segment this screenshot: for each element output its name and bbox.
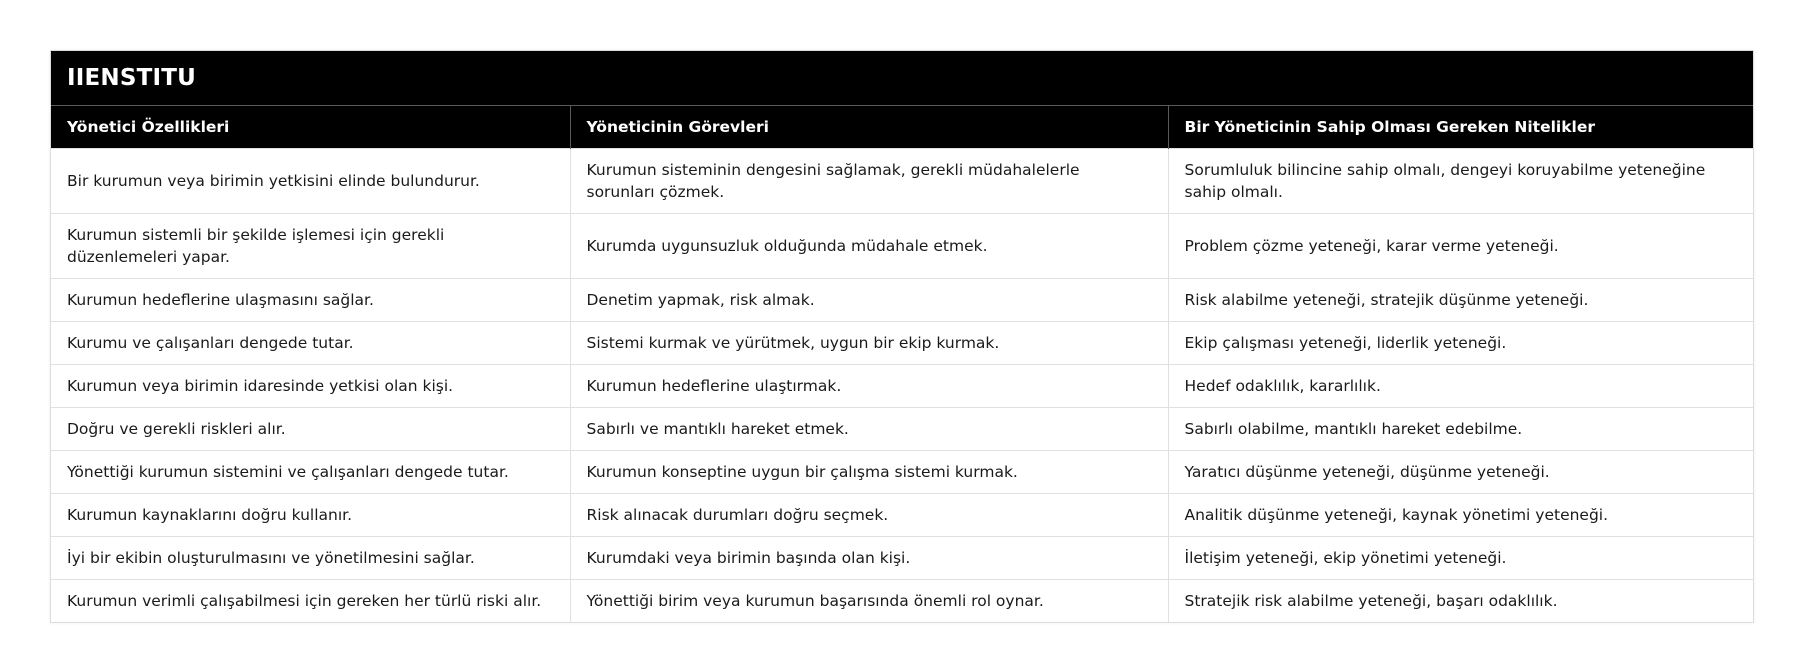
- table-cell: Kurumdaki veya birimin başında olan kişi.: [570, 537, 1168, 580]
- table-cell: İyi bir ekibin oluşturulmasını ve yönetilmesini sağlar.: [51, 537, 570, 580]
- table-cell: Kurumun veya birimin idaresinde yetkisi olan kişi.: [51, 365, 570, 408]
- table-title: IIENSTITU: [51, 51, 1753, 105]
- table-row: [51, 365, 1753, 408]
- table-cell: Risk alınacak durumları doğru seçmek.: [570, 494, 1168, 537]
- table-cell: Hedef odaklılık, kararlılık.: [1168, 365, 1753, 408]
- table-cell: Kurumda uygunsuzluk olduğunda müdahale etmek.: [570, 214, 1168, 279]
- data-table: [51, 105, 1753, 622]
- table-cell: Kurumun hedeflerine ulaştırmak.: [570, 365, 1168, 408]
- table-row: [51, 494, 1753, 537]
- table-cell: Risk alabilme yeteneği, stratejik düşünme yeteneği.: [1168, 279, 1753, 322]
- table-cell: Sistemi kurmak ve yürütmek, uygun bir ekip kurmak.: [570, 322, 1168, 365]
- header-row: [51, 106, 1753, 149]
- table-cell: Kurumu ve çalışanları dengede tutar.: [51, 322, 570, 365]
- table-cell: Ekip çalışması yeteneği, liderlik yeteneği.: [1168, 322, 1753, 365]
- table-cell: Kurumun konseptine uygun bir çalışma sistemi kurmak.: [570, 451, 1168, 494]
- table-cell: İletişim yeteneği, ekip yönetimi yeteneği.: [1168, 537, 1753, 580]
- table-cell: Bir kurumun veya birimin yetkisini elinde bulundurur.: [51, 149, 570, 214]
- table-cell: Yönettiği kurumun sistemini ve çalışanları dengede tutar.: [51, 451, 570, 494]
- table-row: [51, 580, 1753, 623]
- header-yonetici-ozellikleri: Yönetici Özellikleri: [51, 106, 570, 149]
- table-row: [51, 214, 1753, 279]
- table-cell: Sabırlı ve mantıklı hareket etmek.: [570, 408, 1168, 451]
- table-row: [51, 451, 1753, 494]
- table-cell: Analitik düşünme yeteneği, kaynak yönetimi yeteneği.: [1168, 494, 1753, 537]
- table-cell: Sorumluluk bilincine sahip olmalı, dengeyi koruyabilme yeteneğine sahip olmalı.: [1168, 149, 1753, 214]
- table-row: [51, 279, 1753, 322]
- table-cell: Kurumun kaynaklarını doğru kullanır.: [51, 494, 570, 537]
- table-cell: Kurumun sisteminin dengesini sağlamak, gerekli müdahalelerle sorunları çözmek.: [570, 149, 1168, 214]
- table-cell: Yaratıcı düşünme yeteneği, düşünme yeteneği.: [1168, 451, 1753, 494]
- table-row: [51, 537, 1753, 580]
- table-cell: Kurumun verimli çalışabilmesi için gereken her türlü riski alır.: [51, 580, 570, 623]
- table-cell: Yönettiği birim veya kurumun başarısında önemli rol oynar.: [570, 580, 1168, 623]
- table-container: [50, 50, 1754, 623]
- table-cell: Doğru ve gerekli riskleri alır.: [51, 408, 570, 451]
- table-cell: Sabırlı olabilme, mantıklı hareket edebilme.: [1168, 408, 1753, 451]
- table-cell: Denetim yapmak, risk almak.: [570, 279, 1168, 322]
- table-cell: Stratejik risk alabilme yeteneği, başarı odaklılık.: [1168, 580, 1753, 623]
- table-cell: Kurumun hedeflerine ulaşmasını sağlar.: [51, 279, 570, 322]
- table-cell: Problem çözme yeteneği, karar verme yeteneği.: [1168, 214, 1753, 279]
- header-yoneticinin-gorevleri: Yöneticinin Görevleri: [570, 106, 1168, 149]
- header-nitelikler: Bir Yöneticinin Sahip Olması Gereken Nitelikler: [1168, 106, 1753, 149]
- table-cell: Kurumun sistemli bir şekilde işlemesi için gerekli düzenlemeleri yapar.: [51, 214, 570, 279]
- table-row: [51, 408, 1753, 451]
- table-row: [51, 149, 1753, 214]
- table-row: [51, 322, 1753, 365]
